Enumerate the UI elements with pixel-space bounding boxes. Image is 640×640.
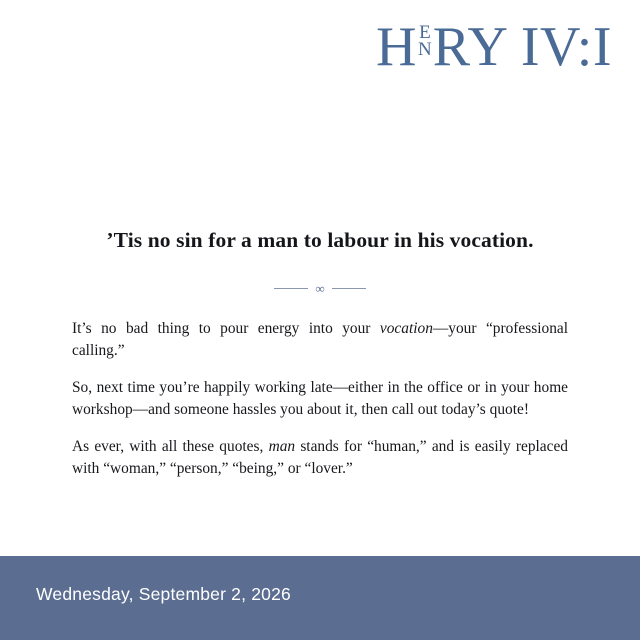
commentary-paragraph: [72, 436, 568, 479]
commentary-body: [72, 318, 568, 479]
masthead-stack-top: E: [419, 22, 431, 43]
text-run: So, next time you’re happily working late—either in the office or in your home workshop—and someone hassles you about it, then call out today’s quote!: [72, 379, 568, 418]
masthead-stack-bottom: N: [418, 39, 432, 60]
emphasized-term: vocation: [379, 320, 433, 337]
masthead-title: [376, 18, 612, 76]
masthead-lead-letter: H: [376, 16, 417, 78]
divider-rule-right: [332, 288, 366, 289]
text-run: stands for “human,” and is easily replaced with “woman,” “person,” “being,” or “lover.”: [72, 438, 568, 477]
emphasized-term: man: [268, 438, 296, 455]
masthead-rest: RY IV:I: [432, 16, 612, 78]
ornamental-divider: [0, 282, 640, 295]
text-run: It’s no bad thing to pour energy into your: [72, 320, 380, 337]
infinity-ornament-icon: ∞: [315, 281, 325, 296]
footer-date: Wednesday, September 2, 2026: [36, 584, 291, 604]
footer-bar: [0, 556, 640, 640]
divider-rule-left: [274, 288, 308, 289]
text-run: As ever, with all these quotes,: [72, 438, 269, 455]
text-run: —your “professional calling.”: [72, 320, 568, 359]
quote-text: ’Tis no sin for a man to labour in his vocation.: [106, 228, 534, 252]
commentary-paragraph: [72, 318, 568, 361]
commentary-paragraph: [72, 377, 568, 420]
masthead-stacked-letters: [417, 18, 433, 58]
